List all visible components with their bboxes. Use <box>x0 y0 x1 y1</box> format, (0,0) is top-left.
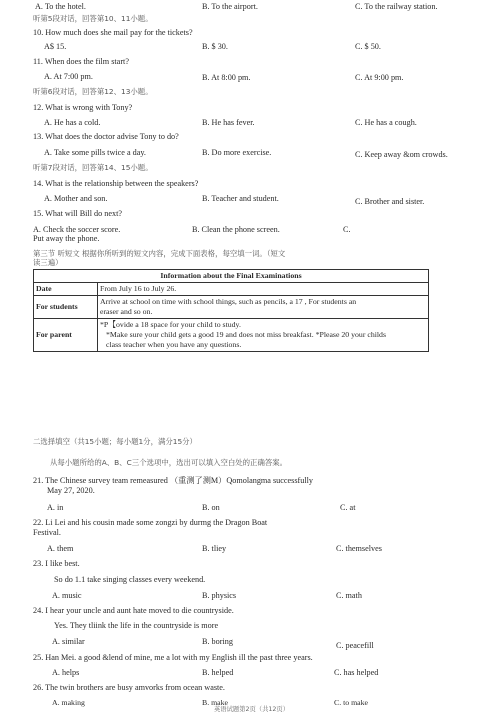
option-a: A. making <box>52 698 85 707</box>
option-a: A. in <box>47 503 64 512</box>
part-title: 二选择填空（共15小题；每小题1分，满分15分） <box>33 437 197 446</box>
section-instruction: 听第5段对话，回答第10、11小题。 <box>33 14 153 23</box>
option-c: C. math <box>336 591 362 600</box>
option-c: C. To the railway station. <box>355 2 438 11</box>
option-c: C. peacefill <box>336 641 374 650</box>
question-stem-cont: Yes. They tliink the life in the countryside is more <box>54 621 219 630</box>
option-b: B. $ 30. <box>202 42 228 51</box>
question-stem: 10. How much does she mail pay for the tickets? <box>33 28 193 37</box>
row-text: *P【ovide a 18 space for your child to study. <box>100 320 241 329</box>
row-text: Arrive at school on time with school things, such as pencils, a 17 , For students an <box>100 297 357 306</box>
table-row <box>34 283 429 296</box>
question-stem: 14. What is the relationship between the speakers? <box>33 179 199 188</box>
question-stem: 25. Han Mei. a good &lend of mine, me a lot with my English ill the past three years. <box>33 653 313 662</box>
section-heading-cont: 读三遍） <box>33 258 63 267</box>
question-stem-cont: May 27, 2020. <box>47 486 95 495</box>
option-b: B. To the airport. <box>202 2 258 11</box>
row-text: *Make sure your child gets a good 19 and does not miss breakfast. *Please 20 your childs <box>106 330 386 339</box>
question-stem: 11. When does the film start? <box>33 57 129 66</box>
question-stem: 22. Li Lei and his cousin made some zongzi by durmg the Dragon Boat <box>33 518 268 527</box>
question-stem: 15. What will Bill do next? <box>33 209 122 218</box>
row-label: Date <box>34 283 98 296</box>
row-label: For parent <box>34 319 98 352</box>
option-c: C. At 9:00 pm. <box>355 73 404 82</box>
option-b: B. Do more exercise. <box>202 148 272 157</box>
section-instruction: 听第6段对话，回答第12、13小题。 <box>33 87 153 96</box>
option-c: C. has helped <box>334 668 379 677</box>
option-c: C. themselves <box>336 544 382 553</box>
option-b: B. physics <box>202 591 237 600</box>
question-stem: 21. The Chinese survey team remeasured （重测了测M）Qomolangma successfully <box>33 476 313 485</box>
option-a: A. He has a cold. <box>44 118 101 127</box>
option-c: C. Brother and sister. <box>355 197 425 206</box>
section-heading: 第三节 听短文 根据你所听到的短文内容，完成下面表格，每空填一词。（短文 <box>33 249 286 258</box>
row-text: class teacher when you have any questions. <box>106 340 242 349</box>
question-stem: 26. The twin brothers are busy amvorks from ocean waste. <box>33 683 225 692</box>
option-a: A$ 15. <box>44 42 67 51</box>
option-b: B. on <box>202 503 220 512</box>
option-c: C. to make <box>334 698 368 707</box>
option-b: B. helped <box>202 668 234 677</box>
option-c: C. He has a cough. <box>355 118 417 127</box>
option-c: C. Keep away &om crowds. <box>355 150 448 159</box>
row-text: eraser and so on. <box>100 307 153 316</box>
option-b: B. make <box>202 698 228 707</box>
question-stem: 24. I hear your uncle and aunt hate moved to die countryside. <box>33 606 234 615</box>
part-instruction: 从每小题所给的A、B、C三个选项中，选出可以填入空白处的正确答案。 <box>50 458 288 467</box>
option-c: C. at <box>340 503 356 512</box>
option-a: A. them <box>47 544 74 553</box>
question-stem-cont: Festival. <box>33 528 61 537</box>
table-row <box>34 319 429 352</box>
question-stem: 13. What does the doctor advise Tony to do? <box>33 132 179 141</box>
option-b: B. He has fever. <box>202 118 255 127</box>
option-a: A. Check the soccer score. <box>33 225 121 234</box>
table-title: Information about the Final Examinations <box>34 270 429 283</box>
option-a: A. similar <box>52 637 85 646</box>
question-stem: 12. What is wrong with Tony? <box>33 103 133 112</box>
option-a: A. Mother and son. <box>44 194 108 203</box>
row-label: For students <box>34 296 98 319</box>
section-instruction: 听第7段对话，回答第14、15小题。 <box>33 163 153 172</box>
option-b: B. tliey <box>202 544 227 553</box>
question-stem-cont: So do 1.1 take singing classes every weekend. <box>54 575 206 584</box>
option-c: C. <box>343 225 351 234</box>
option-b: B. boring <box>202 637 233 646</box>
option-a: A. helps <box>52 668 80 677</box>
option-a: A. To the hotel. <box>35 2 86 11</box>
option-b: B. At 8:00 pm. <box>202 73 251 82</box>
page-footer: 英语试题第2页（共12页） <box>214 706 289 713</box>
option-c-text: Put away the phone. <box>33 234 100 243</box>
option-a: A. At 7:00 pm. <box>44 72 93 81</box>
table-row <box>34 296 429 319</box>
option-b: B. Clean the phone screen. <box>192 225 280 234</box>
option-a: A. Take some pills twice a day. <box>44 148 146 157</box>
row-text: From July 16 to July 26. <box>98 283 429 296</box>
option-a: A. music <box>52 591 82 600</box>
info-table <box>33 269 429 352</box>
option-b: B. Teacher and student. <box>202 194 279 203</box>
question-stem: 23. I like best. <box>33 559 80 568</box>
option-c: C. $ 50. <box>355 42 381 51</box>
